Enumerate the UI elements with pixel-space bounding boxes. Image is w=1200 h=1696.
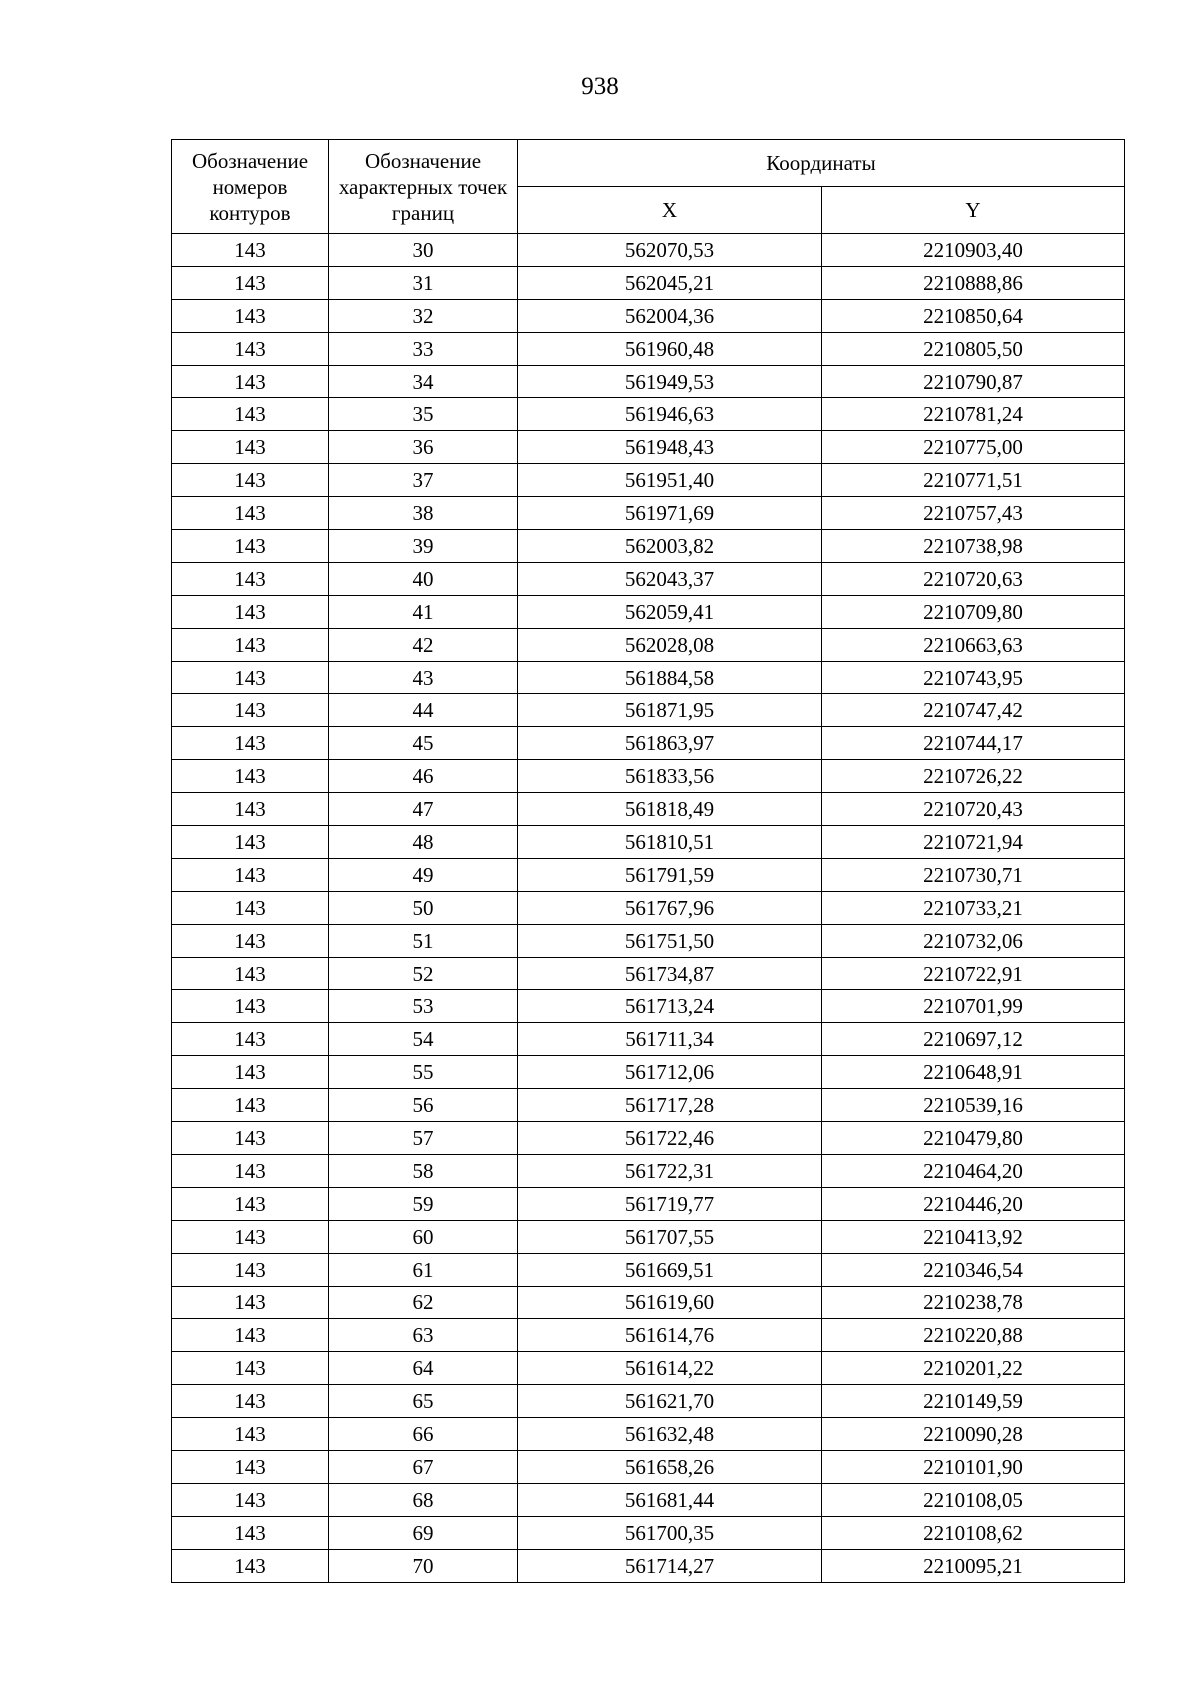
cell-y: 2210238,78 bbox=[822, 1286, 1125, 1319]
cell-point: 32 bbox=[329, 299, 518, 332]
cell-y: 2210732,06 bbox=[822, 924, 1125, 957]
table-row bbox=[172, 858, 1125, 891]
cell-x: 561949,53 bbox=[518, 365, 822, 398]
cell-y: 2210701,99 bbox=[822, 990, 1125, 1023]
header-contour-numbers: Обозначение номеров контуров bbox=[172, 140, 329, 234]
table-row bbox=[172, 628, 1125, 661]
cell-y: 2210090,28 bbox=[822, 1418, 1125, 1451]
cell-x: 561971,69 bbox=[518, 497, 822, 530]
cell-point: 65 bbox=[329, 1385, 518, 1418]
cell-y: 2210709,80 bbox=[822, 595, 1125, 628]
cell-x: 561632,48 bbox=[518, 1418, 822, 1451]
cell-point: 67 bbox=[329, 1450, 518, 1483]
cell-contour: 143 bbox=[172, 957, 329, 990]
cell-point: 50 bbox=[329, 891, 518, 924]
cell-contour: 143 bbox=[172, 793, 329, 826]
cell-point: 48 bbox=[329, 826, 518, 859]
cell-contour: 143 bbox=[172, 497, 329, 530]
cell-y: 2210722,91 bbox=[822, 957, 1125, 990]
header-x: X bbox=[518, 187, 822, 234]
cell-x: 561767,96 bbox=[518, 891, 822, 924]
cell-point: 38 bbox=[329, 497, 518, 530]
cell-y: 2210101,90 bbox=[822, 1450, 1125, 1483]
table-row bbox=[172, 793, 1125, 826]
cell-y: 2210775,00 bbox=[822, 431, 1125, 464]
cell-point: 36 bbox=[329, 431, 518, 464]
cell-contour: 143 bbox=[172, 891, 329, 924]
table-header bbox=[172, 140, 1125, 234]
cell-contour: 143 bbox=[172, 398, 329, 431]
cell-x: 562004,36 bbox=[518, 299, 822, 332]
cell-y: 2210757,43 bbox=[822, 497, 1125, 530]
table-row bbox=[172, 562, 1125, 595]
cell-point: 64 bbox=[329, 1352, 518, 1385]
cell-point: 62 bbox=[329, 1286, 518, 1319]
cell-point: 45 bbox=[329, 727, 518, 760]
table-row bbox=[172, 365, 1125, 398]
cell-x: 561714,27 bbox=[518, 1549, 822, 1582]
table-row bbox=[172, 332, 1125, 365]
cell-y: 2210730,71 bbox=[822, 858, 1125, 891]
coordinates-table bbox=[171, 139, 1125, 1583]
header-row-top bbox=[172, 140, 1125, 187]
table-row bbox=[172, 464, 1125, 497]
cell-contour: 143 bbox=[172, 694, 329, 727]
table-body bbox=[172, 234, 1125, 1583]
cell-y: 2210095,21 bbox=[822, 1549, 1125, 1582]
cell-contour: 143 bbox=[172, 266, 329, 299]
cell-contour: 143 bbox=[172, 1352, 329, 1385]
cell-contour: 143 bbox=[172, 826, 329, 859]
cell-y: 2210721,94 bbox=[822, 826, 1125, 859]
table-row bbox=[172, 1253, 1125, 1286]
cell-contour: 143 bbox=[172, 1056, 329, 1089]
cell-x: 561871,95 bbox=[518, 694, 822, 727]
cell-contour: 143 bbox=[172, 365, 329, 398]
cell-contour: 143 bbox=[172, 234, 329, 267]
cell-point: 53 bbox=[329, 990, 518, 1023]
cell-y: 2210201,22 bbox=[822, 1352, 1125, 1385]
cell-y: 2210108,62 bbox=[822, 1516, 1125, 1549]
cell-x: 561700,35 bbox=[518, 1516, 822, 1549]
cell-contour: 143 bbox=[172, 1220, 329, 1253]
cell-x: 561658,26 bbox=[518, 1450, 822, 1483]
table-row bbox=[172, 234, 1125, 267]
cell-point: 47 bbox=[329, 793, 518, 826]
cell-y: 2210743,95 bbox=[822, 661, 1125, 694]
cell-point: 31 bbox=[329, 266, 518, 299]
cell-contour: 143 bbox=[172, 858, 329, 891]
cell-x: 561722,31 bbox=[518, 1154, 822, 1187]
cell-x: 561951,40 bbox=[518, 464, 822, 497]
table-row bbox=[172, 398, 1125, 431]
cell-point: 57 bbox=[329, 1122, 518, 1155]
cell-x: 561751,50 bbox=[518, 924, 822, 957]
cell-contour: 143 bbox=[172, 530, 329, 563]
cell-contour: 143 bbox=[172, 924, 329, 957]
cell-y: 2210903,40 bbox=[822, 234, 1125, 267]
table-row bbox=[172, 1089, 1125, 1122]
cell-point: 33 bbox=[329, 332, 518, 365]
cell-y: 2210446,20 bbox=[822, 1187, 1125, 1220]
table-row bbox=[172, 1483, 1125, 1516]
table-row bbox=[172, 266, 1125, 299]
cell-point: 49 bbox=[329, 858, 518, 891]
cell-x: 561619,60 bbox=[518, 1286, 822, 1319]
cell-contour: 143 bbox=[172, 1187, 329, 1220]
table-row bbox=[172, 1549, 1125, 1582]
cell-point: 56 bbox=[329, 1089, 518, 1122]
table-row bbox=[172, 826, 1125, 859]
cell-x: 561717,28 bbox=[518, 1089, 822, 1122]
cell-y: 2210805,50 bbox=[822, 332, 1125, 365]
header-y: Y bbox=[822, 187, 1125, 234]
cell-point: 52 bbox=[329, 957, 518, 990]
cell-x: 562059,41 bbox=[518, 595, 822, 628]
cell-y: 2210726,22 bbox=[822, 760, 1125, 793]
cell-x: 561669,51 bbox=[518, 1253, 822, 1286]
cell-contour: 143 bbox=[172, 661, 329, 694]
cell-x: 561833,56 bbox=[518, 760, 822, 793]
cell-y: 2210771,51 bbox=[822, 464, 1125, 497]
cell-x: 561614,76 bbox=[518, 1319, 822, 1352]
cell-contour: 143 bbox=[172, 1516, 329, 1549]
cell-contour: 143 bbox=[172, 595, 329, 628]
table-row bbox=[172, 1418, 1125, 1451]
table-row bbox=[172, 1056, 1125, 1089]
table-row bbox=[172, 1220, 1125, 1253]
cell-x: 561863,97 bbox=[518, 727, 822, 760]
cell-x: 561614,22 bbox=[518, 1352, 822, 1385]
cell-x: 561707,55 bbox=[518, 1220, 822, 1253]
cell-contour: 143 bbox=[172, 1450, 329, 1483]
cell-x: 561948,43 bbox=[518, 431, 822, 464]
cell-y: 2210850,64 bbox=[822, 299, 1125, 332]
header-boundary-points: Обозначение характерных точек границ bbox=[329, 140, 518, 234]
cell-x: 562045,21 bbox=[518, 266, 822, 299]
table-row bbox=[172, 924, 1125, 957]
cell-y: 2210720,63 bbox=[822, 562, 1125, 595]
header-coordinates: Координаты bbox=[518, 140, 1125, 187]
cell-x: 562043,37 bbox=[518, 562, 822, 595]
table-row bbox=[172, 530, 1125, 563]
table-row bbox=[172, 661, 1125, 694]
cell-x: 561960,48 bbox=[518, 332, 822, 365]
cell-contour: 143 bbox=[172, 1286, 329, 1319]
table-row bbox=[172, 497, 1125, 530]
cell-point: 69 bbox=[329, 1516, 518, 1549]
cell-y: 2210720,43 bbox=[822, 793, 1125, 826]
cell-contour: 143 bbox=[172, 1253, 329, 1286]
cell-y: 2210479,80 bbox=[822, 1122, 1125, 1155]
cell-point: 35 bbox=[329, 398, 518, 431]
cell-point: 41 bbox=[329, 595, 518, 628]
table-row bbox=[172, 1516, 1125, 1549]
cell-contour: 143 bbox=[172, 431, 329, 464]
cell-contour: 143 bbox=[172, 760, 329, 793]
cell-point: 44 bbox=[329, 694, 518, 727]
cell-y: 2210346,54 bbox=[822, 1253, 1125, 1286]
cell-x: 561946,63 bbox=[518, 398, 822, 431]
cell-contour: 143 bbox=[172, 1483, 329, 1516]
cell-y: 2210108,05 bbox=[822, 1483, 1125, 1516]
cell-y: 2210464,20 bbox=[822, 1154, 1125, 1187]
cell-point: 66 bbox=[329, 1418, 518, 1451]
cell-y: 2210747,42 bbox=[822, 694, 1125, 727]
cell-point: 60 bbox=[329, 1220, 518, 1253]
cell-contour: 143 bbox=[172, 1549, 329, 1582]
cell-y: 2210697,12 bbox=[822, 1023, 1125, 1056]
table-row bbox=[172, 891, 1125, 924]
cell-contour: 143 bbox=[172, 332, 329, 365]
cell-point: 70 bbox=[329, 1549, 518, 1582]
cell-x: 561719,77 bbox=[518, 1187, 822, 1220]
cell-contour: 143 bbox=[172, 299, 329, 332]
cell-point: 55 bbox=[329, 1056, 518, 1089]
table-row bbox=[172, 1450, 1125, 1483]
cell-y: 2210888,86 bbox=[822, 266, 1125, 299]
cell-contour: 143 bbox=[172, 1418, 329, 1451]
table-row bbox=[172, 694, 1125, 727]
cell-y: 2210738,98 bbox=[822, 530, 1125, 563]
cell-point: 42 bbox=[329, 628, 518, 661]
table-row bbox=[172, 1187, 1125, 1220]
cell-point: 51 bbox=[329, 924, 518, 957]
cell-x: 561734,87 bbox=[518, 957, 822, 990]
cell-contour: 143 bbox=[172, 1319, 329, 1352]
cell-y: 2210149,59 bbox=[822, 1385, 1125, 1418]
cell-contour: 143 bbox=[172, 1023, 329, 1056]
cell-point: 63 bbox=[329, 1319, 518, 1352]
table-row bbox=[172, 431, 1125, 464]
cell-point: 34 bbox=[329, 365, 518, 398]
cell-contour: 143 bbox=[172, 1385, 329, 1418]
cell-contour: 143 bbox=[172, 464, 329, 497]
cell-x: 561791,59 bbox=[518, 858, 822, 891]
page-number: 938 bbox=[581, 73, 619, 100]
cell-y: 2210781,24 bbox=[822, 398, 1125, 431]
table-row bbox=[172, 957, 1125, 990]
cell-point: 37 bbox=[329, 464, 518, 497]
cell-contour: 143 bbox=[172, 628, 329, 661]
cell-y: 2210790,87 bbox=[822, 365, 1125, 398]
cell-point: 59 bbox=[329, 1187, 518, 1220]
cell-x: 562070,53 bbox=[518, 234, 822, 267]
cell-x: 561722,46 bbox=[518, 1122, 822, 1155]
cell-x: 562003,82 bbox=[518, 530, 822, 563]
cell-x: 561712,06 bbox=[518, 1056, 822, 1089]
cell-point: 30 bbox=[329, 234, 518, 267]
table-row bbox=[172, 727, 1125, 760]
cell-x: 561810,51 bbox=[518, 826, 822, 859]
cell-point: 68 bbox=[329, 1483, 518, 1516]
table-row bbox=[172, 1023, 1125, 1056]
table-row bbox=[172, 1385, 1125, 1418]
cell-point: 43 bbox=[329, 661, 518, 694]
cell-point: 46 bbox=[329, 760, 518, 793]
cell-point: 58 bbox=[329, 1154, 518, 1187]
cell-y: 2210733,21 bbox=[822, 891, 1125, 924]
table-row bbox=[172, 760, 1125, 793]
cell-point: 54 bbox=[329, 1023, 518, 1056]
cell-point: 61 bbox=[329, 1253, 518, 1286]
cell-x: 561818,49 bbox=[518, 793, 822, 826]
table-row bbox=[172, 1122, 1125, 1155]
table-row bbox=[172, 1352, 1125, 1385]
cell-y: 2210648,91 bbox=[822, 1056, 1125, 1089]
table-row bbox=[172, 1286, 1125, 1319]
table-row bbox=[172, 299, 1125, 332]
cell-x: 561713,24 bbox=[518, 990, 822, 1023]
cell-contour: 143 bbox=[172, 1122, 329, 1155]
cell-x: 561711,34 bbox=[518, 1023, 822, 1056]
cell-contour: 143 bbox=[172, 562, 329, 595]
cell-x: 561681,44 bbox=[518, 1483, 822, 1516]
cell-y: 2210663,63 bbox=[822, 628, 1125, 661]
cell-y: 2210413,92 bbox=[822, 1220, 1125, 1253]
cell-x: 561621,70 bbox=[518, 1385, 822, 1418]
cell-x: 561884,58 bbox=[518, 661, 822, 694]
cell-contour: 143 bbox=[172, 990, 329, 1023]
cell-contour: 143 bbox=[172, 1089, 329, 1122]
table-row bbox=[172, 595, 1125, 628]
cell-contour: 143 bbox=[172, 727, 329, 760]
cell-x: 562028,08 bbox=[518, 628, 822, 661]
cell-contour: 143 bbox=[172, 1154, 329, 1187]
table-row bbox=[172, 1154, 1125, 1187]
cell-y: 2210539,16 bbox=[822, 1089, 1125, 1122]
table-row bbox=[172, 1319, 1125, 1352]
cell-point: 39 bbox=[329, 530, 518, 563]
cell-y: 2210744,17 bbox=[822, 727, 1125, 760]
cell-point: 40 bbox=[329, 562, 518, 595]
cell-y: 2210220,88 bbox=[822, 1319, 1125, 1352]
table-row bbox=[172, 990, 1125, 1023]
